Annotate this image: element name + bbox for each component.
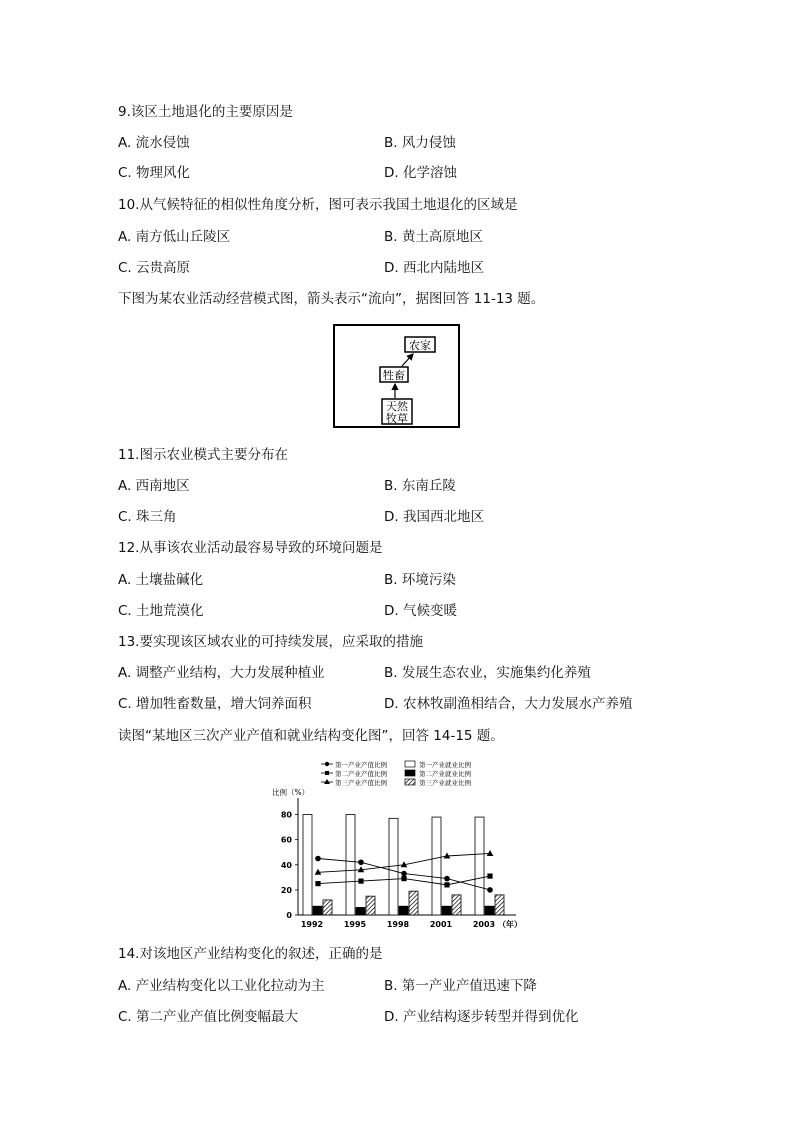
flow-label-farmhouse: 农家 <box>409 339 431 352</box>
point-第一产业产值比例 <box>487 887 493 893</box>
x-axis-label: （年） <box>498 920 520 929</box>
flow-diagram-svg <box>335 326 458 426</box>
intro-11-13: 下图为某农业活动经营模式图，箭头表示“流向”，据图回答 11-13 题。 <box>118 291 545 307</box>
question-10-option-a: A. 南方低山丘陵区 <box>118 229 231 245</box>
flow-label-livestock: 牲畜 <box>383 369 405 382</box>
x-tick-label: 2001 <box>429 920 453 929</box>
question-9-option-d: D. 化学溶蚀 <box>384 165 457 181</box>
legend-marker-square <box>325 771 329 775</box>
question-14-option-d: D. 产业结构逐步转型并得到优化 <box>384 1009 579 1025</box>
x-tick-label: 1998 <box>386 920 410 929</box>
question-9-option-b: B. 风力侵蚀 <box>384 135 456 151</box>
question-13-option-d: D. 农林牧副渔相结合，大力发展水产养殖 <box>384 696 633 712</box>
question-11-stem: 11.图示农业模式主要分布在 <box>118 447 288 463</box>
question-13-option-c: C. 增加牲畜数量，增大饲养面积 <box>118 696 312 712</box>
flow-arrow-livestock-to-farm <box>402 354 413 366</box>
question-13-option-a: A. 调整产业结构，大力发展种植业 <box>118 665 325 681</box>
x-tick-label: 1992 <box>300 920 324 929</box>
x-tick-label: 2003 <box>472 920 496 929</box>
industry-structure-chart <box>270 757 520 937</box>
flow-diagram <box>333 324 460 428</box>
question-12-option-d: D. 气候变暖 <box>384 603 457 619</box>
question-10-option-c: C. 云贵高原 <box>118 260 191 276</box>
point-第二产业产值比例 <box>487 873 492 878</box>
bar-第二产业就业比例 <box>485 906 494 915</box>
bar-第一产业就业比例 <box>346 815 355 915</box>
question-9-option-c: C. 物理风化 <box>118 165 191 181</box>
question-11-option-a: A. 西南地区 <box>118 478 190 494</box>
bar-第三产业就业比例 <box>495 895 504 915</box>
y-axis-label: 比例（%） <box>272 788 310 797</box>
x-tick-label: 1995 <box>343 920 367 929</box>
bar-第三产业就业比例 <box>452 895 461 915</box>
legend-label: 第二产业产值比例 <box>335 770 387 778</box>
bar-第二产业就业比例 <box>313 906 322 915</box>
question-12-option-a: A. 土壤盐碱化 <box>118 572 204 588</box>
flow-label-grassland-1: 天然 <box>386 400 408 413</box>
y-tick-label: 20 <box>280 885 292 895</box>
question-11-option-c: C. 珠三角 <box>118 509 177 525</box>
bar-第二产业就业比例 <box>442 906 451 915</box>
point-第二产业产值比例 <box>401 876 406 881</box>
question-11-option-d: D. 我国西北地区 <box>384 509 484 525</box>
bar-第三产业就业比例 <box>323 900 332 915</box>
question-10-option-b: B. 黄土高原地区 <box>384 229 483 245</box>
question-9-stem: 9.该区土地退化的主要原因是 <box>118 104 293 120</box>
legend-swatch <box>405 761 415 767</box>
bar-第三产业就业比例 <box>366 896 375 915</box>
chart-svg <box>270 757 520 937</box>
y-tick-label: 60 <box>280 835 292 845</box>
question-9-option-a: A. 流水侵蚀 <box>118 135 190 151</box>
question-12-option-b: B. 环境污染 <box>384 572 456 588</box>
bar-第一产业就业比例 <box>303 815 312 915</box>
question-13-stem: 13.要实现该区域农业的可持续发展，应采取的措施 <box>118 634 423 650</box>
legend-label: 第三产业就业比例 <box>419 779 471 787</box>
question-12-option-c: C. 土地荒漠化 <box>118 603 204 619</box>
question-14-option-a: A. 产业结构变化以工业化拉动为主 <box>118 978 325 994</box>
bar-第一产业就业比例 <box>475 817 484 915</box>
bar-第二产业就业比例 <box>399 906 408 915</box>
question-13-option-b: B. 发展生态农业，实施集约化养殖 <box>384 665 591 681</box>
intro-14-15: 读图“某地区三次产业产值和就业结构变化图”，回答 14-15 题。 <box>118 728 504 744</box>
y-tick-label: 0 <box>286 911 292 920</box>
point-第二产业产值比例 <box>315 881 320 886</box>
flow-label-grassland-2: 牧草 <box>386 412 408 425</box>
legend-marker-circle <box>325 762 329 766</box>
point-第一产业产值比例 <box>444 876 450 882</box>
legend-swatch <box>405 779 415 785</box>
question-14-option-b: B. 第一产业产值迅速下降 <box>384 978 537 994</box>
legend-label: 第一产业产值比例 <box>335 761 387 769</box>
legend-label: 第三产业产值比例 <box>335 779 387 787</box>
question-11-option-b: B. 东南丘陵 <box>384 478 456 494</box>
legend-swatch <box>405 770 415 776</box>
point-第一产业产值比例 <box>401 871 407 877</box>
bar-第一产业就业比例 <box>432 817 441 915</box>
y-tick-label: 40 <box>280 860 292 870</box>
point-第一产业产值比例 <box>358 859 364 865</box>
question-10-stem: 10.从气候特征的相似性角度分析，图可表示我国土地退化的区域是 <box>118 197 518 213</box>
point-第二产业产值比例 <box>358 879 363 884</box>
bar-第三产业就业比例 <box>409 891 418 915</box>
point-第三产业产值比例 <box>487 850 494 856</box>
question-14-stem: 14.对该地区产业结构变化的叙述，正确的是 <box>118 946 383 962</box>
legend-label: 第一产业就业比例 <box>419 761 471 769</box>
bar-第二产业就业比例 <box>356 907 365 915</box>
question-14-option-c: C. 第二产业产值比例变幅最大 <box>118 1009 299 1025</box>
question-10-option-d: D. 西北内陆地区 <box>384 260 484 276</box>
question-12-stem: 12.从事该农业活动最容易导致的环境问题是 <box>118 540 383 556</box>
y-tick-label: 80 <box>280 810 292 820</box>
legend-label: 第二产业就业比例 <box>419 770 471 778</box>
point-第二产业产值比例 <box>444 882 449 887</box>
point-第一产业产值比例 <box>315 856 321 862</box>
legend-marker-triangle <box>324 779 330 784</box>
